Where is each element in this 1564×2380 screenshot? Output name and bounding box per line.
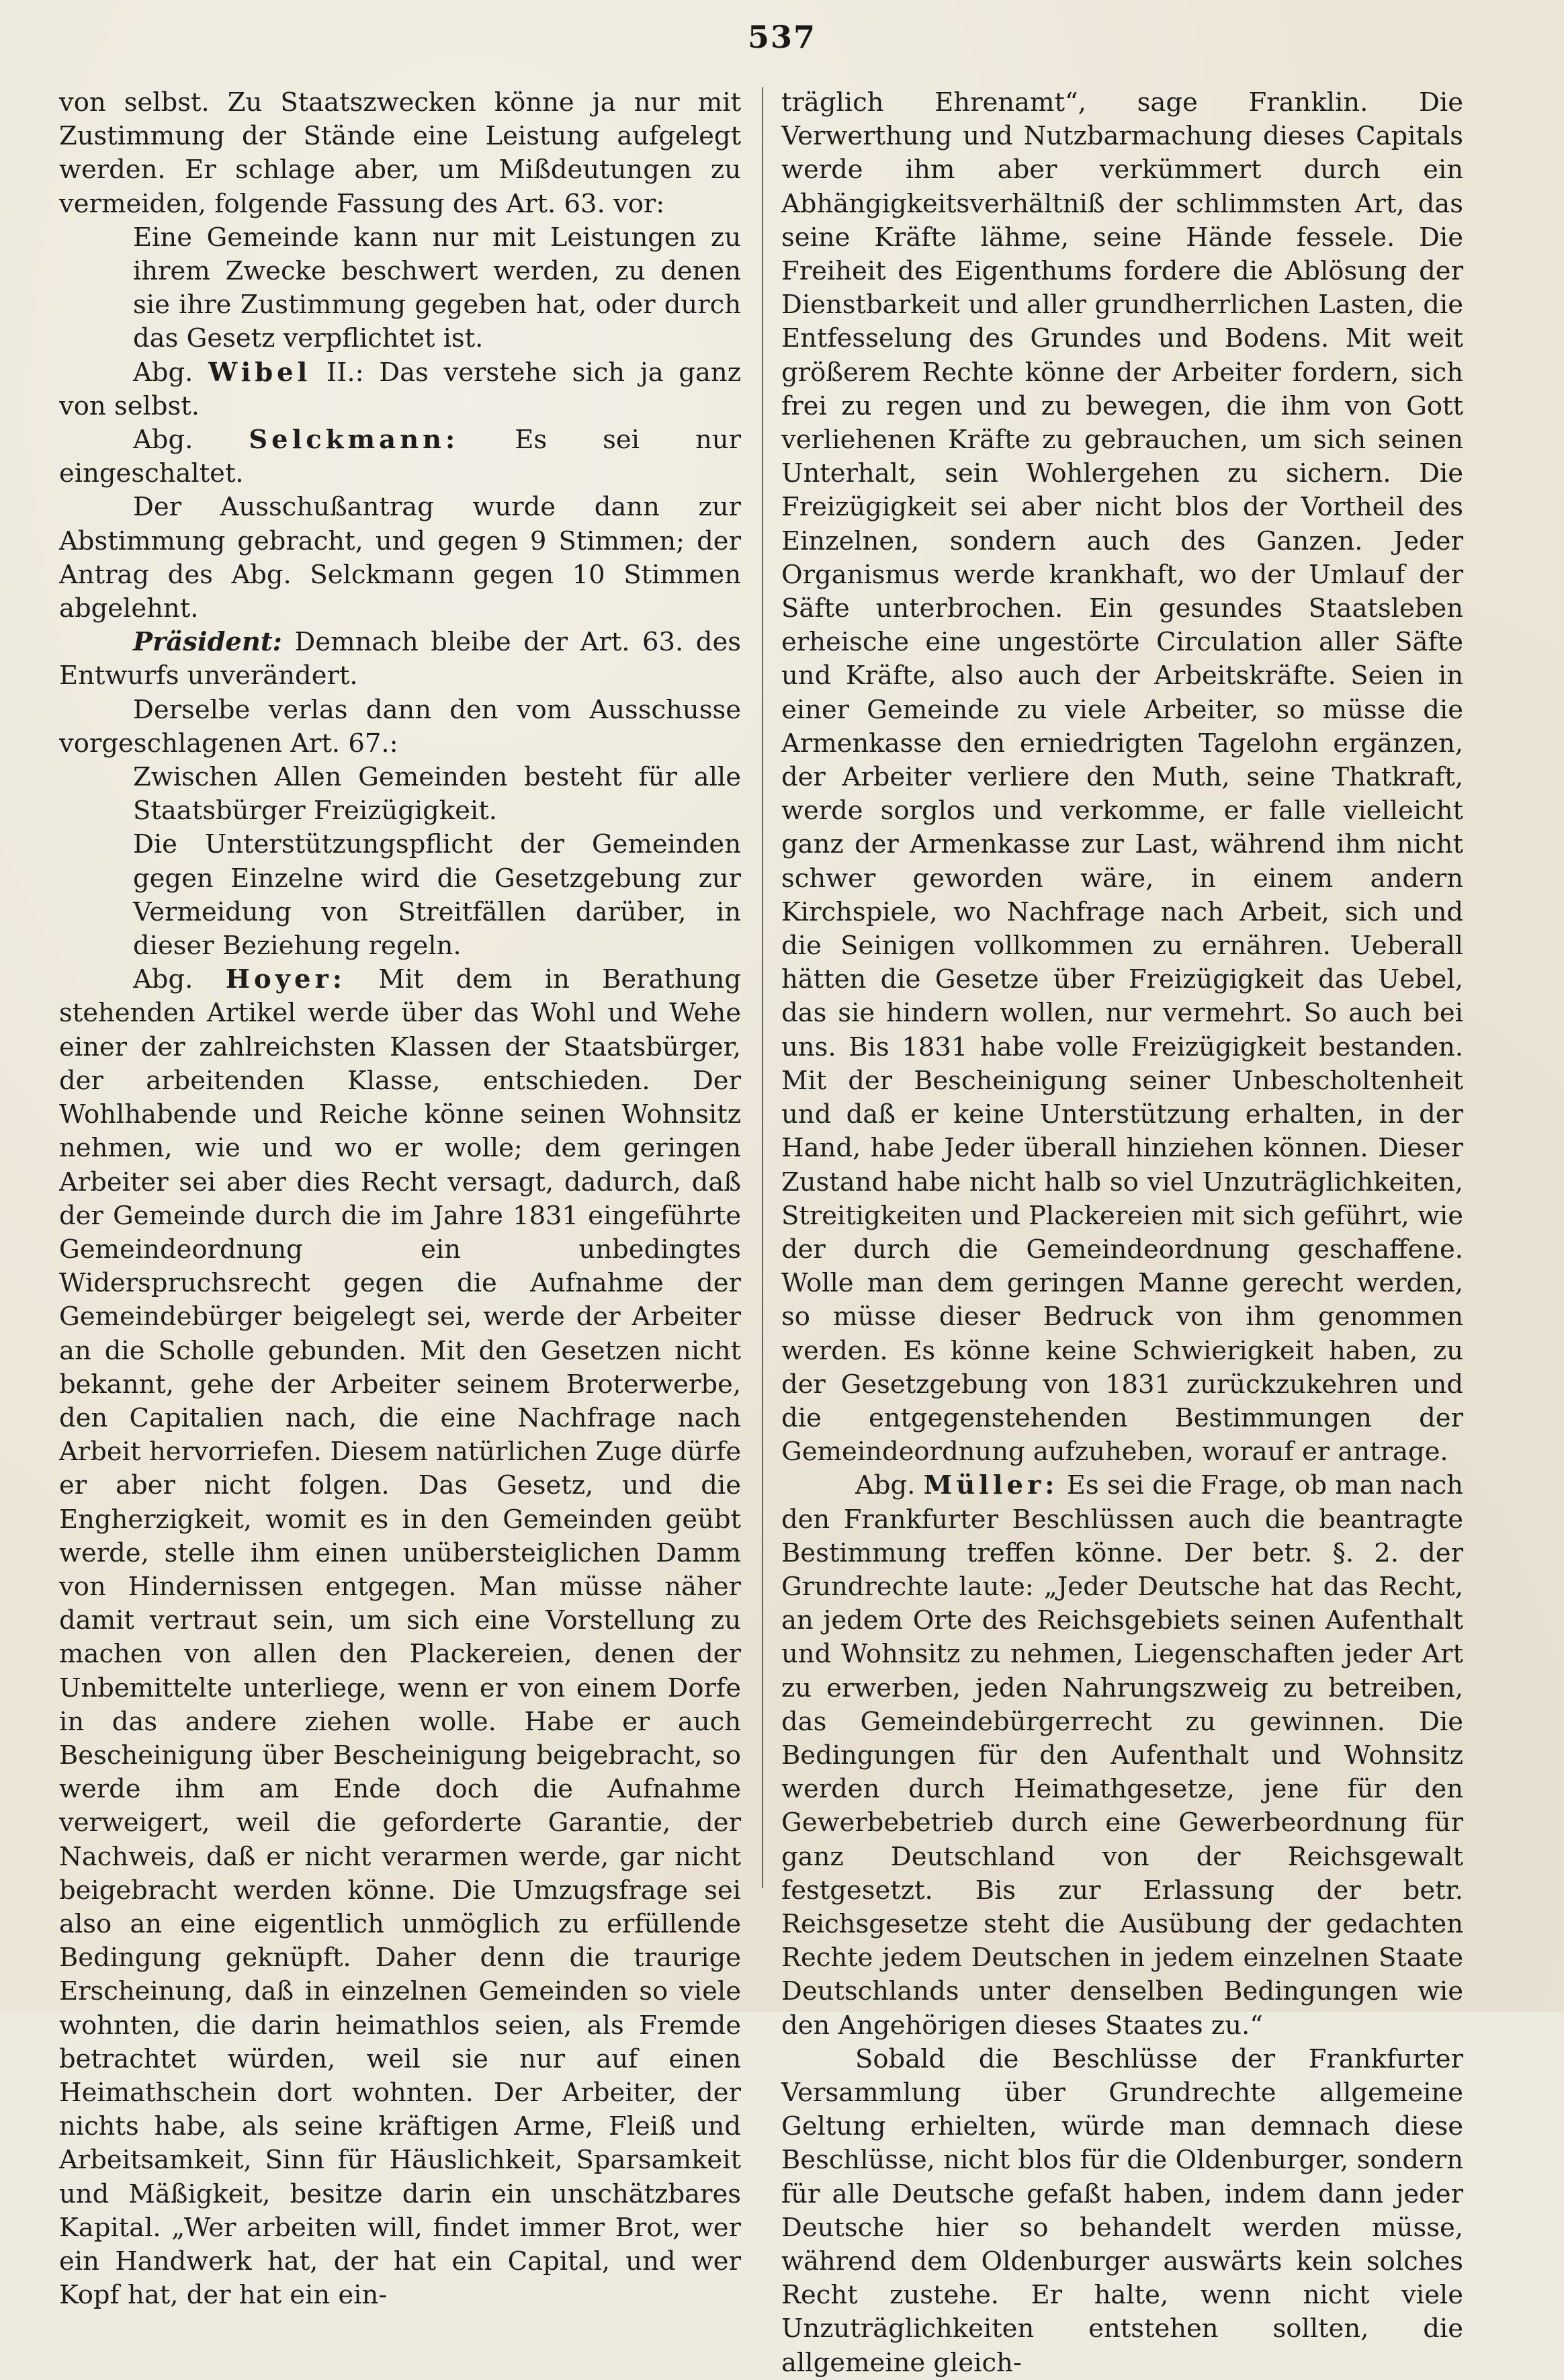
- speaker-prefix: Abg.: [133, 964, 193, 995]
- speech-paragraph: [59, 626, 741, 693]
- paragraph: Derselbe verlas dann den vom Ausschusse vorgeschlagenen Art. 67.:: [59, 694, 741, 759]
- speech-paragraph: [781, 1469, 1463, 2042]
- speech-text: Demnach bleibe der Art. 63. des Entwurfs unverändert.: [59, 627, 741, 691]
- quoted-article: Eine Gemeinde kann nur mit Leistungen zu ihrem Zwecke beschwert werden, zu denen sie ihre Zustimmung gegeben hat, oder durch das Gesetz verpflichtet ist.: [133, 222, 741, 354]
- quoted-article: Die Unterstützungspflicht der Gemeinden gegen Einzelne wird die Gesetzgebung zur Vermeidung von Streitfällen darüber, in dieser Beziehung regeln.: [133, 829, 741, 962]
- right-column: [781, 86, 1464, 2378]
- speaker-suffix: II.:: [326, 357, 364, 388]
- paragraph: Sobald die Beschlüsse der Frankfurter Versammlung über Grundrechte allgemeine Geltung erhielten, würde man demnach diese Beschlüsse, nicht blos für die Oldenburger, sondern für alle Deutsche gefaßt haben, indem dann jeder Deutsche hier so behandelt werden müsse, während dem Oldenburger auswärts kein solches Recht zustehe. Er halte, wenn nicht viele Unzuträglichkeiten entstehen sollten, die allgemeine gleich-: [781, 2043, 1463, 2378]
- quoted-article: Zwischen Allen Gemeinden besteht für alle Staatsbürger Freizügigkeit.: [133, 762, 741, 826]
- speaker-name: Wibel: [208, 357, 312, 388]
- speaker-name: Präsident:: [133, 627, 282, 658]
- paragraph: von selbst. Zu Staatszwecken könne ja nur mit Zustimmung der Stände eine Leistung aufgelegt werden. Er schlage aber, um Mißdeutungen zu vermeiden, folgende Fassung des Art. 63. vor:: [59, 87, 741, 219]
- paragraph: träglich Ehrenamt“, sage Franklin. Die Verwerthung und Nutzbarmachung dieses Capitals werde ihm aber verkümmert durch ein Abhängigkeitsverhältniß der schlimmsten Art, das seine Kräfte lähme, seine Hände fessele. Die Freiheit des Eigenthums fordere die Ablösung der Dienstbarkeit und aller grundherrlichen Lasten, die Entfesselung des Grundes und Bodens. Mit weit größerem Rechte könne der Arbeiter fordern, sich frei zu regen und zu bewegen, die ihm von Gott verliehenen Kräfte zu gebrauchen, um sich seinen Unterhalt, sein Wohlergehen zu sichern. Die Freizügigkeit sei aber nicht blos der Vortheil des Einzelnen, sondern auch des Ganzen. Jeder Organismus werde krankhaft, wo der Umlauf der Säfte unterbrochen. Ein gesundes Staatsleben erheische eine ungestörte Circulation aller Säfte und Kräfte, also auch der Arbeitskräfte. Seien in einer Gemeinde zu viele Arbeiter, so müsse die Armenkasse den erniedrigten Tagelohn ergänzen, der Arbeiter verliere den Muth, seine Thatkraft, werde sorglos und verkomme, er falle vielleicht ganz der Armenkasse zur Last, während ihm nicht schwer geworden wäre, in einem andern Kirchspiele, wo Nachfrage nach Arbeit, sich und die Seinigen vollkommen zu ernähren. Ueberall hätten die Gesetze über Freizügigkeit das Uebel, das sie hindern wollen, nur vermehrt. So auch bei uns. Bis 1831 habe volle Freizügigkeit bestanden. Mit der Bescheinigung seiner Unbescholtenheit und daß er keine Unterstützung erhalten, in der Hand, habe Jeder überall hinziehen können. Dieser Zustand habe nicht halb so viel Unzuträglichkeiten, Streitigkeiten und Plackereien mit sich geführt, wie der durch die Gemeindeordnung geschaffene. Wolle man dem geringen Manne gerecht werden, so müsse dieser Bedruck von ihm genommen werden. Es könne keine Schwierigkeit haben, zu der Gesetzgebung von 1831 zurückzukehren und die entgegenstehenden Bestimmungen der Gemeindeordnung aufzuheben, worauf er antrage.: [781, 87, 1464, 1468]
- speaker-name: Hoyer:: [225, 964, 346, 995]
- column-divider: [762, 87, 763, 1888]
- speaker-prefix: Abg.: [855, 1470, 916, 1501]
- speaker-prefix: Abg.: [133, 425, 193, 456]
- speech-text: Das verstehe sich ja ganz von selbst.: [59, 357, 741, 421]
- paragraph: Der Ausschußantrag wurde dann zur Abstimmung gebracht, und gegen 9 Stimmen; der Antrag des Abg. Selckmann gegen 10 Stimmen abgelehnt.: [59, 492, 741, 624]
- left-column: [59, 86, 742, 2311]
- speaker-name: Müller:: [923, 1470, 1059, 1501]
- speaker-prefix: Abg.: [133, 357, 193, 388]
- speech-text: Es sei nur eingeschaltet.: [59, 425, 741, 489]
- speech-paragraph: [59, 963, 741, 2312]
- speech-text: Mit dem in Berathung stehenden Artikel werde über das Wohl und Wehe einer der zahlreichsten Klassen der Staatsbürger, der arbeitenden Klasse, entschieden. Der Wohlhabende und Reiche könne seinen Wohnsitz nehmen, wie und wo er wolle; dem geringen Arbeiter sei aber dies Recht versagt, dadurch, daß der Gemeinde durch die im Jahre 1831 eingeführte Gemeindeordnung ein unbedingtes Widerspruchsrecht gegen die Aufnahme der Gemeindebürger beigelegt sei, werde der Arbeiter an die Scholle gebunden. Mit den Gesetzen nicht bekannt, gehe der Arbeiter seinem Broterwerbe, den Capitalien nach, die eine Nachfrage nach Arbeit hervorriefen. Diesem natürlichen Zuge dürfe er aber nicht folgen. Das Gesetz, und die Engherzigkeit, womit es in den Gemeinden geübt werde, stelle ihm einen unübersteiglichen Damm von Hindernissen entgegen. Man müsse näher damit vertraut sein, um sich eine Vorstellung zu machen von allen den Plackereien, denen der Unbemittelte unterliege, wenn er von einem Dorfe in das andere ziehen wolle. Habe er auch Bescheinigung über Bescheinigung beigebracht, so werde ihm am Ende doch die Aufnahme verweigert, weil die geforderte Garantie, der Nachweis, daß er nicht verarmen werde, gar nicht beigebracht werden könne. Die Umzugsfrage sei also an eine eigentlich unmöglich zu erfüllende Bedingung geknüpft. Daher denn die traurige Erscheinung, daß in einzelnen Gemeinden so viele wohnten, die darin heimathlos seien, als Fremde betrachtet würden, weil sie nur auf einen Heimathschein dort wohnten. Der Arbeiter, der nichts habe, als seine kräftigen Arme, Fleiß und Arbeitsamkeit, Sinn für Häuslichkeit, Sparsamkeit und Mäßigkeit, besitze darin ein unschätzbares Kapital. „Wer arbeiten will, findet immer Brot, wer ein Handwerk hat, der hat ein Capital, und wer Kopf hat, der hat ein ein-: [59, 964, 742, 2311]
- page-number: 537: [747, 19, 817, 55]
- speech-paragraph: [59, 356, 741, 423]
- speech-paragraph: [59, 423, 741, 491]
- speaker-name: Selckmann:: [249, 425, 460, 456]
- speech-text: Es sei die Frage, ob man nach den Frankfurter Beschlüssen auch die beantragte Bestimmung treffen könne. Der betr. §. 2. der Grundrechte laute: „Jeder Deutsche hat das Recht, an jedem Orte des Reichsgebiets seinen Aufenthalt und Wohnsitz zu nehmen, Liegenschaften jeder Art zu erwerben, jeden Nahrungszweig zu betreiben, das Gemeindebürgerrecht zu gewinnen. Die Bedingungen für den Aufenthalt und Wohnsitz werden durch Heimathgesetze, jene für den Gewerbebetrieb durch eine Gewerbeordnung für ganz Deutschland von der Reichsgewalt festgesetzt. Bis zur Erlassung der betr. Reichsgesetze steht die Ausübung der gedachten Rechte jedem Deutschen in jedem einzelnen Staate Deutschlands unter denselben Bedingungen wie den Angehörigen dieses Staates zu.“: [781, 1470, 1463, 2041]
